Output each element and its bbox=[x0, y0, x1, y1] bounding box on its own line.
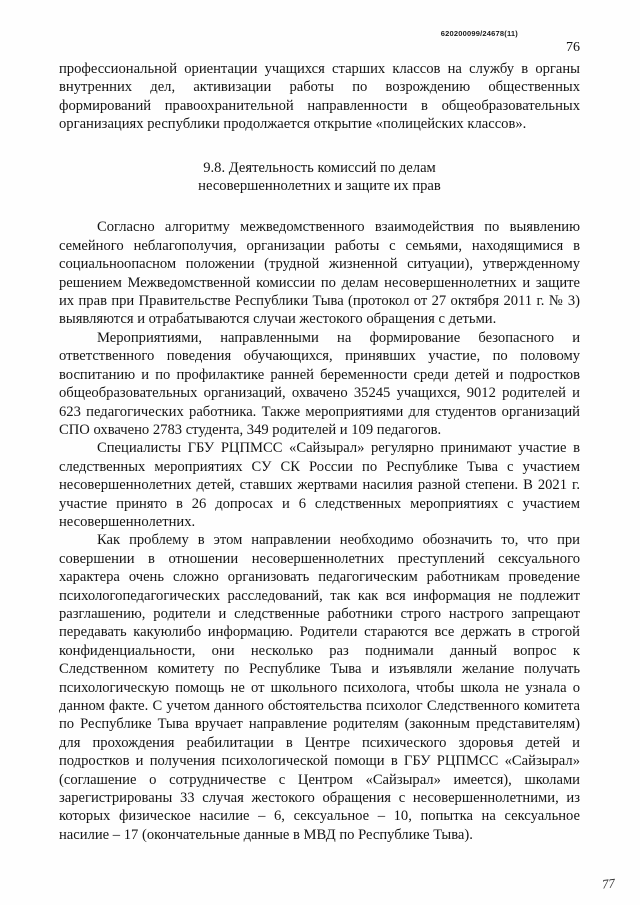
section-heading-line-2: несовершеннолетних и защите их прав bbox=[198, 178, 441, 195]
section-heading-line-1: 9.8. Деятельность комиссий по делам bbox=[203, 159, 436, 176]
paragraph-specialists: Специалисты ГБУ РЦПМСС «Сайзырал» регулярно принимают участие в следственных мероприятиях СУ СК России по Республике Тыва с участием несовершеннолетних детей, ставших жертвами насилия разной степени. В 2021 г. участие принято в 26 допросах и 6 следственных мероприятиях с участием несовершеннолетних. bbox=[59, 440, 580, 530]
paragraph-intro-continuation: профессиональной ориентации учащихся старших классов на службу в органы внутренних дел, активизации работы по возрождению общественных формирований правоохранительной направленности в общеобразовательных организациях республики продолжается открытие «полицейских классов». bbox=[59, 61, 580, 133]
handwritten-page-mark: 77 bbox=[601, 875, 616, 892]
page-number: 76 bbox=[566, 40, 580, 55]
paragraph-problem: Как проблему в этом направлении необходимо обозначить то, что при совершении в отношении несовершеннолетних преступлений сексуального характера очень сложно организовать педагогическим работникам проведение психологопедагогических расследований, так как вся информация не подлежит разглашению, родители и следственные работники строго настрого запрещают передавать какуюлибо информацию. Родители стараются все держать в строгой конфиденциальности, они несколько раз поднимали данный вопрос к Следственном комитету по Республике Тыва и изъявляли желание получать психологическую помощь не от школьного психолога, чтобы школа не узнала о данном факте. С учетом данного обстоятельства психолог Следственного комитета по Республике Тыва вручает направление родителям (законным представителям) для прохождения реабилитации в Центре психического здоровья детей и подростков и получения психологической помощи в ГБУ РЦПМСС «Сайзырал» (соглашение о сотрудничестве с Центром «Сайзырал» имеется), школами зарегистрированы 33 случая жестокого обращения с несовершеннолетними, из которых физическое насилие – 6, сексуальное – 10, попытка на сексуальное насилие – 17 (окончательные данные в МВД по Республике Тыва). bbox=[59, 532, 580, 843]
document-id: 620200099/24678(11) bbox=[440, 29, 518, 38]
paragraph-activities: Мероприятиями, направленными на формирование безопасного и ответственного поведения обучающихся, принявших участие, по половому воспитанию и по профилактике ранней беременности среди детей и подростков общеобразовательных организаций, охвачено 35245 учащихся, 9012 родителей и 623 педагогических работника. Также мероприятиями для студентов организаций СПО охвачено 2783 студента, 349 родителей и 109 педагогов. bbox=[59, 329, 580, 438]
paragraph-algorithm: Согласно алгоритму межведомственного взаимодействия по выявлению семейного неблагополучия, организации работы с семьями, находящимися в социальноопасном положении (трудной жизненной ситуации), утвержденному решением Межведомственной комиссии по делам несовершеннолетних и защите их прав при Правительстве Республики Тыва (протокол от 27 октября 2011 г. № 3) выявляются и отрабатываются случаи жестокого обращения с детьми. bbox=[59, 219, 580, 328]
section-heading bbox=[59, 159, 580, 196]
document-body bbox=[59, 60, 580, 844]
